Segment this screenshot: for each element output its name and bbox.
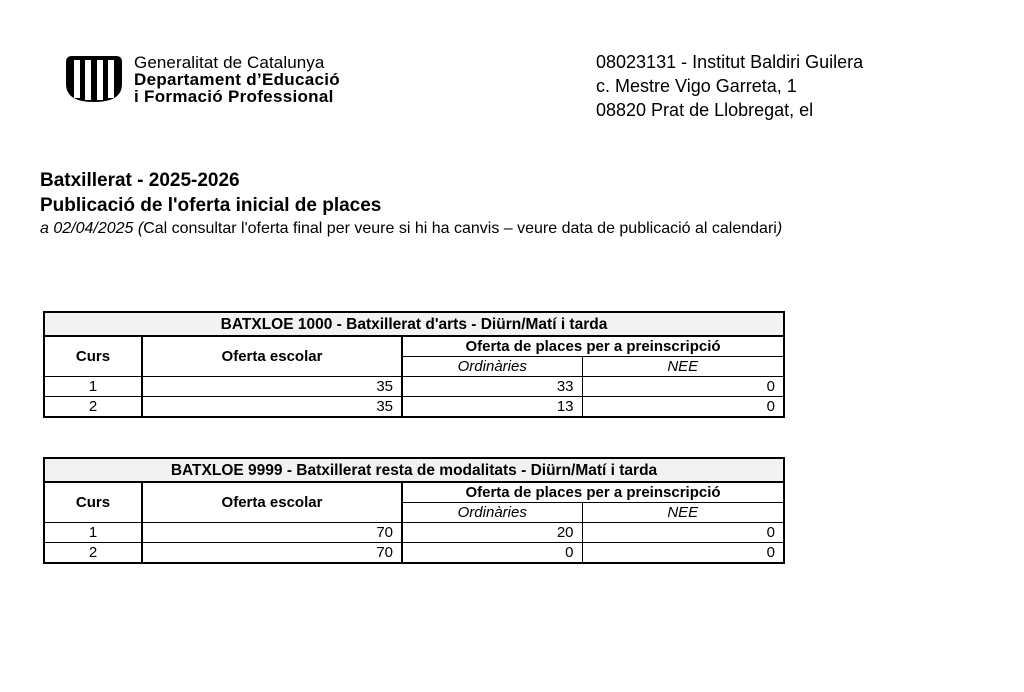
- cell-nee: 0: [582, 523, 784, 543]
- note-end: ): [776, 220, 783, 237]
- cell-ordinaries: 33: [402, 377, 582, 397]
- cell-curs: 1: [44, 377, 142, 397]
- header-ordinaries: Ordinàries: [402, 503, 582, 523]
- cell-ordinaries: 0: [402, 543, 582, 564]
- generalitat-emblem-icon: [62, 54, 126, 104]
- school-street: c. Mestre Vigo Garreta, 1: [596, 76, 797, 96]
- document-heading: [40, 168, 782, 240]
- generalitat-logo: [62, 54, 422, 110]
- school-address: [596, 50, 863, 122]
- cell-oferta: 35: [142, 397, 402, 418]
- table-row: [44, 543, 784, 564]
- page-subtitle: Publicació de l'oferta inicial de places: [40, 195, 382, 216]
- table-header-row: [44, 336, 784, 357]
- cell-nee: 0: [582, 397, 784, 418]
- note-text: Cal consultar l'oferta final per veure si hi ha canvis – veure data de publicació al calendari: [143, 220, 777, 237]
- header-oferta-places: Oferta de places per a preinscripció: [402, 336, 784, 357]
- publication-note: [40, 218, 782, 240]
- logo-line-generalitat: Generalitat de Catalunya: [134, 53, 325, 72]
- offer-table-arts: [43, 311, 785, 418]
- header-ordinaries: Ordinàries: [402, 357, 582, 377]
- header-oferta-escolar: Oferta escolar: [142, 482, 402, 523]
- table-title-row: [44, 312, 784, 336]
- cell-oferta: 70: [142, 523, 402, 543]
- school-name: 08023131 - Institut Baldiri Guilera: [596, 52, 864, 72]
- page-title: Batxillerat - 2025-2026: [40, 170, 240, 191]
- cell-nee: 0: [582, 377, 784, 397]
- header-oferta-escolar: Oferta escolar: [142, 336, 402, 377]
- header-curs: Curs: [44, 482, 142, 523]
- header-oferta-places: Oferta de places per a preinscripció: [402, 482, 784, 503]
- table-title-row: [44, 458, 784, 482]
- table-row: [44, 397, 784, 418]
- table-row: [44, 377, 784, 397]
- cell-curs: 2: [44, 543, 142, 564]
- offer-table-resta-modalitats: [43, 457, 785, 564]
- logo-text: [134, 54, 340, 105]
- cell-ordinaries: 13: [402, 397, 582, 418]
- cell-curs: 1: [44, 523, 142, 543]
- table-title: BATXLOE 9999 - Batxillerat resta de modalitats - Diürn/Matí i tarda: [44, 458, 784, 482]
- header-nee: NEE: [582, 357, 784, 377]
- table-row: [44, 523, 784, 543]
- note-date: a 02/04/2025 (: [40, 220, 144, 237]
- table-header-row: [44, 482, 784, 503]
- cell-ordinaries: 20: [402, 523, 582, 543]
- cell-curs: 2: [44, 397, 142, 418]
- header-curs: Curs: [44, 336, 142, 377]
- table-title: BATXLOE 1000 - Batxillerat d'arts - Diürn/Matí i tarda: [44, 312, 784, 336]
- cell-oferta: 70: [142, 543, 402, 564]
- cell-oferta: 35: [142, 377, 402, 397]
- school-city: 08820 Prat de Llobregat, el: [596, 100, 814, 120]
- header-nee: NEE: [582, 503, 784, 523]
- cell-nee: 0: [582, 543, 784, 564]
- logo-line-departament: Departament d’Educació: [134, 70, 340, 89]
- logo-line-formacio: i Formació Professional: [134, 87, 334, 106]
